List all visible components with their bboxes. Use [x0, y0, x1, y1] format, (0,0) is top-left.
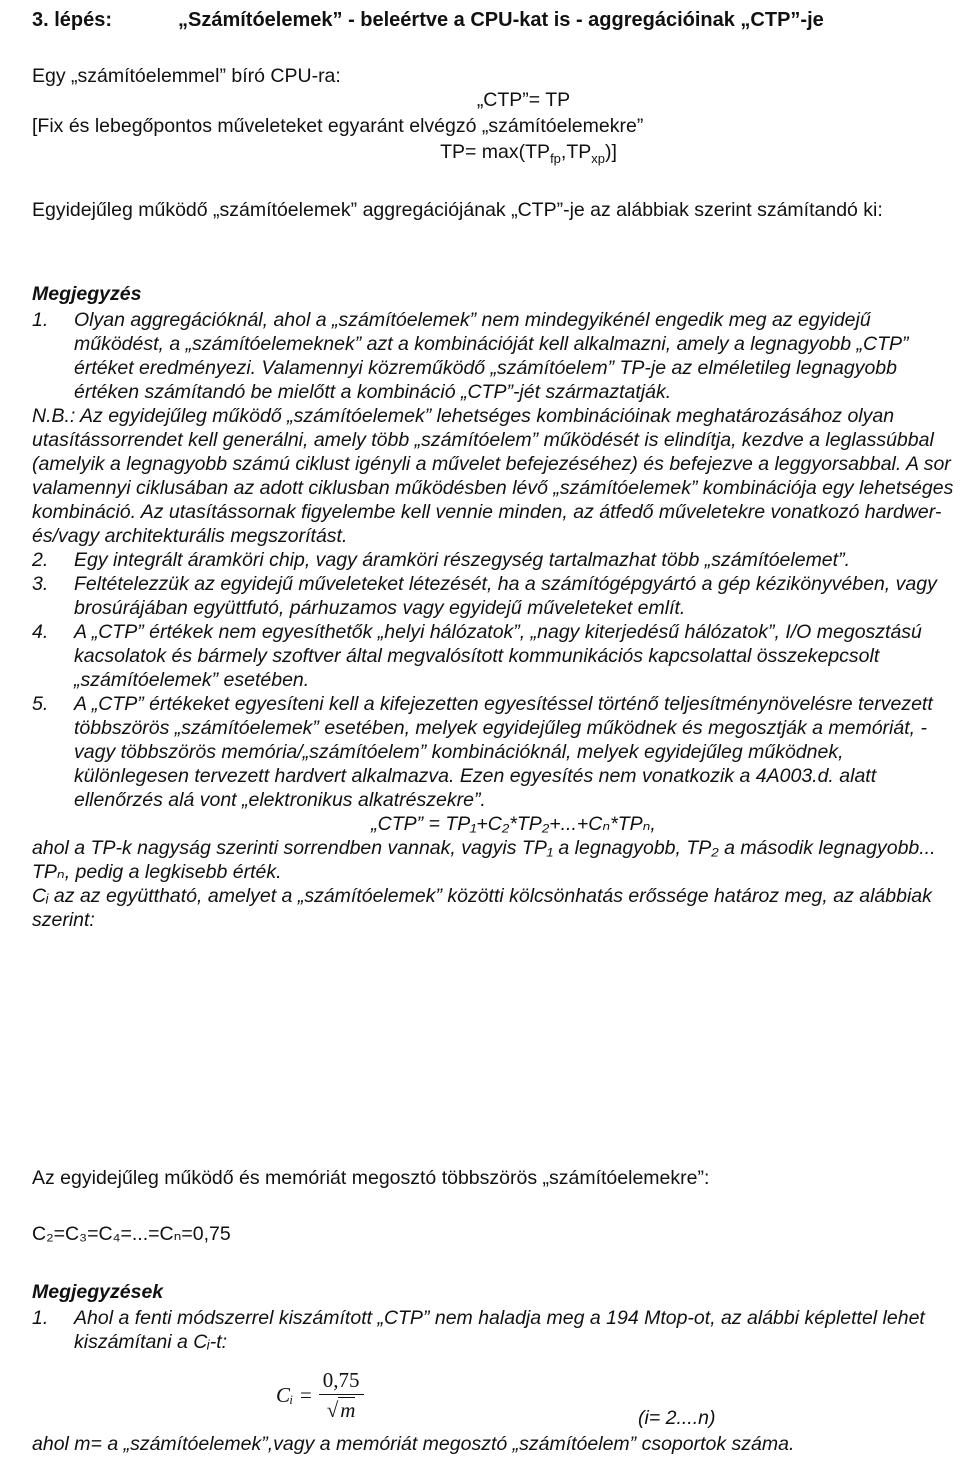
- item-text: A „CTP” értékek nem egyesíthetők „helyi hálózatok”, „nagy kiterjedésű hálózatok”, I/O megosztású kacsolatok és bármely szoftver által megvalósított kommunikációs kapcsolattal összekepcsolt „számítóelemek” esetében.: [74, 621, 922, 691]
- item-number: 1.: [32, 1307, 49, 1329]
- formula-sub: fp: [550, 151, 561, 166]
- intro-line-2: [Fix és lebegőpontos műveleteket egyaránt elvégzó „számítóelemekre”: [32, 115, 644, 137]
- section-heading: [32, 8, 955, 32]
- item-number: 5.: [32, 693, 49, 715]
- note-item-3: [32, 572, 955, 620]
- sqrt-radicand: m: [340, 1398, 356, 1422]
- item-text: Feltételezzük az egyidejű műveleteket létezését, ha a számítógépgyártó a gép kézikönyvében, vagy brosúrájában együttfutó, párhuzamos vagy egyidejű műveleteket említ.: [74, 573, 937, 619]
- item-number: 1.: [32, 309, 49, 331]
- fraction-numerator: 0,75: [319, 1368, 364, 1395]
- coefficient-formula: C₂=C₃=C₄=...=Cₙ=0,75: [32, 1223, 231, 1245]
- intro-line-1: Egy „számítóelemmel” bíró CPU-ra:: [32, 65, 341, 87]
- formula-part: TP= max(TP: [440, 141, 551, 163]
- item-text: Ahol a fenti módszerrel kiszámított „CTP” nem haladja meg a 194 Mtop-ot, az alábbi képlettel lehet kiszámítani a Cᵢ-t:: [74, 1307, 925, 1353]
- formula-lhs: Cᵢ =: [276, 1383, 313, 1407]
- formula-sub: xp: [591, 151, 605, 166]
- shared-memory-line: Az egyidejűleg működő és memóriát megosztó többszörös „számítóelemekre”:: [32, 1167, 710, 1189]
- formula-part: ,TP: [560, 141, 592, 163]
- formula-part: )]: [604, 141, 617, 163]
- note-heading: Megjegyzés: [32, 283, 142, 305]
- item-text: Olyan aggregációknál, ahol a „számítóelemek” nem mindegyikénél engedik meg az egyidejű működést, a „számítóelemeknek” azt a kombinációját kell alkalmazni, amely a legnagyobb „CTP” értéket eredményezi. Valamennyi közreműködő „számítóelem” TP-je az elméletileg legnagyobb értéken számítandó be mielőtt a kombináció „CTP”-jét származtatják.: [74, 309, 909, 403]
- note-item-1: [32, 308, 955, 404]
- formula-ctp-tp: „CTP”= TP: [476, 89, 571, 111]
- notes2-heading: Megjegyzések: [32, 1281, 164, 1303]
- item-text: A „CTP” értékeket egyesíteni kell a kifejezetten egyesítéssel történő teljesítménynövelésre tervezett többszörös „számítóelemek” esetében, melyek egyidejűleg működnek és megosztják a memóriát, - vagy többszörös memória/„számítóelem” kombinációknál, melyek egyidejűleg működnek, különlegesen tervezett hardvert alkalmazva. Ezen egyesítés nem vonatkozik a 4A003.d. alatt ellenőrzés alá vont „elektronikus alkatrészekre”.: [74, 693, 933, 811]
- note-item-2: [32, 548, 955, 572]
- aggregation-paragraph: Egyidejűleg működő „számítóelemek” aggregációjának „CTP”-je az alábbiak szerint számítandó ki:: [32, 199, 883, 221]
- nb-paragraph: N.B.: Az egyidejűleg működő „számítóelemek” lehetséges kombinációinak meghatározásához olyan utasítássorrendet kell generálni, amely több „számítóelem” működését is elindítja, kezdve a leglassúbbal (amelyik a legnagyobb számú ciklust igényli a művelet befejezéséhez) és befejezve a leggyorsabbal. A sor valamennyi ciklusában az adott ciklusban működésben lévő „számítóelemek” kombinációja egy lehetséges kombináció. Az utasítássornak figyelembe kell vennie minden, az átfedő műveletekre vonatkozó hardwer- és/vagy architekturális megszorítást.: [32, 405, 954, 547]
- formula-tp-max: [32, 140, 955, 164]
- item-text: Egy integrált áramköri chip, vagy áramköri részegység tartalmazhat több „számítóelemet”.: [74, 549, 850, 571]
- ctp-sum-formula: „CTP” = TP₁+C₂*TP₂+...+Cₙ*TPₙ,: [371, 813, 656, 835]
- index-range: (i= 2....n): [638, 1407, 716, 1429]
- ci-formula: [276, 1368, 364, 1422]
- final-line: ahol m= a „számítóelemek”,vagy a memóriát megosztó „számítóelem” csoportok száma.: [32, 1433, 795, 1455]
- ci-definition: Cᵢ az az együttható, amelyet a „számítóelemek” közötti kölcsönhatás erőssége határoz meg, az alábbiak szerint:: [32, 885, 932, 931]
- note-item-4: [32, 620, 955, 692]
- notes-list: [32, 308, 955, 932]
- tp-order-paragraph: ahol a TP-k nagyság szerinti sorrendben vannak, vagyis TP₁ a legnagyobb, TP₂ a második legnagyobb... TPₙ, pedig a legkisebb érték.: [32, 837, 936, 883]
- note-item-5: [32, 692, 955, 812]
- notes2-item-1: [32, 1306, 955, 1354]
- item-number: 2.: [32, 549, 49, 571]
- item-number: 3.: [32, 573, 49, 595]
- step-label: 3. lépés:: [32, 9, 113, 31]
- section-title: „Számítóelemek” - beleértve a CPU-kat is - aggregációinak „CTP”-je: [178, 9, 824, 31]
- item-number: 4.: [32, 621, 49, 643]
- fraction-denominator: √m: [326, 1398, 356, 1422]
- fraction: [319, 1368, 364, 1422]
